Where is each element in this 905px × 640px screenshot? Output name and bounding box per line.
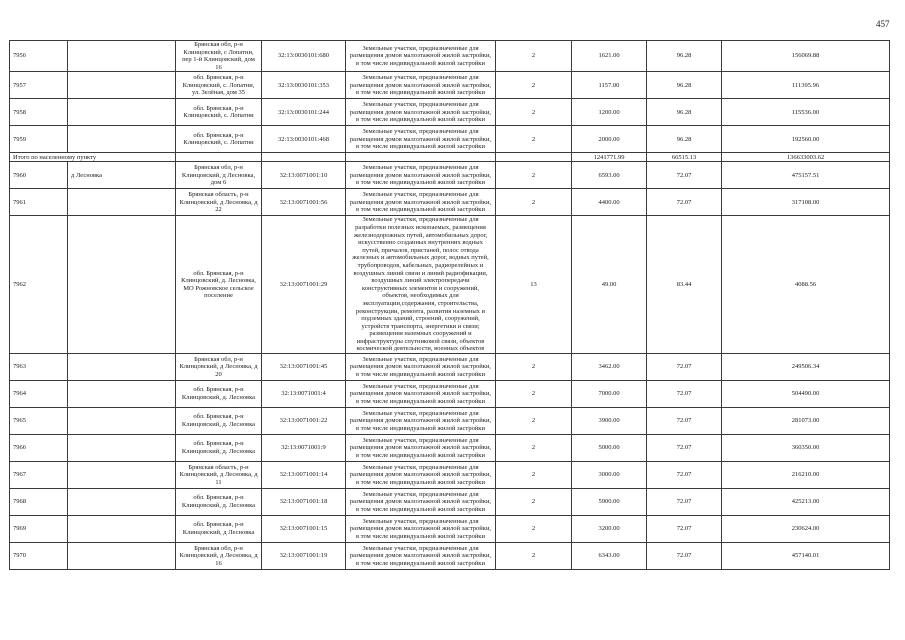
- rate-cell: 96.28: [647, 126, 722, 153]
- area-cell: 3000.00: [572, 462, 647, 489]
- cadastral-value-cell: 281073.00: [722, 408, 890, 435]
- rate-cell: 72.07: [647, 408, 722, 435]
- rate-cell: 96.28: [647, 72, 722, 99]
- area-cell: 3200.00: [572, 516, 647, 543]
- address-cell: обл. Брянская, р-н Клинцовский, д. Лесновка, МО Рожновское сельское поселение: [176, 216, 262, 354]
- table-row: [10, 99, 890, 126]
- table-row: [10, 72, 890, 99]
- area-cell: 3900.00: [572, 408, 647, 435]
- address-cell: обл. Брянская, р-н Клинцовский, с. Лопатни: [176, 126, 262, 153]
- cadastral-number-cell: 32:13:0071001:29: [262, 216, 346, 354]
- table-row: [10, 189, 890, 216]
- register-rows-group-big: [10, 216, 890, 354]
- category-code-cell: 2: [496, 72, 572, 99]
- empty-cell: [68, 72, 176, 99]
- cadastral-value-cell: 475157.51: [722, 162, 890, 189]
- cadastral-value-cell: 230624.00: [722, 516, 890, 543]
- land-use-cell: Земельные участки, предназначенные для размещения домов малоэтажной жилой застройки, в том числе индивидуальной жилой застройки: [346, 435, 496, 462]
- empty-cell: [68, 189, 176, 216]
- category-code-cell: 2: [496, 462, 572, 489]
- category-code-cell: 2: [496, 516, 572, 543]
- empty-cell: [68, 543, 176, 570]
- table-row: [10, 408, 890, 435]
- area-cell: 5900.00: [572, 489, 647, 516]
- empty-cell: [68, 381, 176, 408]
- rate-cell: 72.07: [647, 189, 722, 216]
- land-use-cell: Земельные участки, предназначенные для размещения домов малоэтажной жилой застройки, в том числе индивидуальной жилой застройки: [346, 516, 496, 543]
- address-cell: Брянская обл, р-н Клинцовский, д Лесновка, д 20: [176, 354, 262, 381]
- address-cell: обл. Брянская, р-н Клинцовский, д. Лесновка: [176, 381, 262, 408]
- category-code-cell: 2: [496, 543, 572, 570]
- total-value: 136633003.62: [722, 153, 890, 162]
- row-number: 7960: [10, 162, 68, 189]
- area-cell: 7000.00: [572, 381, 647, 408]
- row-number: 7958: [10, 99, 68, 126]
- empty-cell: [68, 99, 176, 126]
- address-cell: обл. Брянская, р-н Клинцовский, д. Лесновка: [176, 435, 262, 462]
- table-row: [10, 162, 890, 189]
- cadastral-number-cell: 32:13:0071001:4: [262, 381, 346, 408]
- area-cell: 49.00: [572, 216, 647, 354]
- category-code-cell: 2: [496, 162, 572, 189]
- area-cell: 1200.00: [572, 99, 647, 126]
- land-use-cell: Земельные участки, предназначенные для размещения домов малоэтажной жилой застройки, в том числе индивидуальной жилой застройки: [346, 72, 496, 99]
- register-rows-group-c: [10, 354, 890, 570]
- total-row: [10, 153, 890, 162]
- area-cell: 3462.00: [572, 354, 647, 381]
- row-number: 7968: [10, 489, 68, 516]
- cadastral-number-cell: 32:13:0071001:14: [262, 462, 346, 489]
- row-number: 7966: [10, 435, 68, 462]
- land-use-cell: Земельные участки, предназначенные для размещения домов малоэтажной жилой застройки, в том числе индивидуальной жилой застройки: [346, 381, 496, 408]
- area-cell: 4400.00: [572, 189, 647, 216]
- land-use-cell: Земельные участки, предназначенные для размещения домов малоэтажной жилой застройки, в том числе индивидуальной жилой застройки: [346, 162, 496, 189]
- cadastral-number-cell: 32:13:0071001:19: [262, 543, 346, 570]
- empty-cell: [68, 435, 176, 462]
- rate-cell: 72.07: [647, 516, 722, 543]
- category-code-cell: 2: [496, 381, 572, 408]
- cadastral-value-cell: 249506.34: [722, 354, 890, 381]
- empty-cell: [68, 216, 176, 354]
- empty-cell: [68, 41, 176, 72]
- page-number: 457: [876, 19, 890, 29]
- category-code-cell: 2: [496, 189, 572, 216]
- cadastral-value-cell: 360350.00: [722, 435, 890, 462]
- empty-cell: [68, 516, 176, 543]
- cadastral-number-cell: 32:13:0071001:10: [262, 162, 346, 189]
- cadastral-value-cell: 457140.01: [722, 543, 890, 570]
- row-number: 7961: [10, 189, 68, 216]
- table-row: [10, 41, 890, 72]
- cadastral-number-cell: 32:13:0030101:353: [262, 72, 346, 99]
- category-code-cell: 2: [496, 435, 572, 462]
- rate-cell: 83.44: [647, 216, 722, 354]
- locality-name: д Лесновка: [68, 162, 176, 189]
- address-cell: обл. Брянская, р-н Клинцовский, с. Лопатни: [176, 99, 262, 126]
- cadastral-number-cell: 32:13:0030101:468: [262, 126, 346, 153]
- address-cell: Брянская обл, р-н Клинцовский, д Лесновка, д 16: [176, 543, 262, 570]
- table-row: [10, 543, 890, 570]
- cadastral-value-cell: 115536.00: [722, 99, 890, 126]
- rate-cell: 72.07: [647, 354, 722, 381]
- rate-cell: 72.07: [647, 462, 722, 489]
- address-cell: обл. Брянская, р-н Клинцовский, д Лесновка: [176, 516, 262, 543]
- table-row: [10, 126, 890, 153]
- land-use-cell: Земельные участки, предназначенные для размещения домов малоэтажной жилой застройки, в том числе индивидуальной жилой застройки: [346, 41, 496, 72]
- row-number: 7956: [10, 41, 68, 72]
- table-row: [10, 435, 890, 462]
- address-cell: обл. Брянская, р-н Клинцовский, с. Лопатни, ул. Зелёная, дом 35: [176, 72, 262, 99]
- empty-cell: [68, 408, 176, 435]
- rate-cell: 72.07: [647, 435, 722, 462]
- category-code-cell: 2: [496, 408, 572, 435]
- land-use-cell: Земельные участки, предназначенные для размещения домов малоэтажной жилой застройки, в том числе индивидуальной жилой застройки: [346, 189, 496, 216]
- cadastral-number-cell: 32:13:0071001:18: [262, 489, 346, 516]
- address-cell: Брянская область, р-н Клинцовский, д Лесновка, д 22: [176, 189, 262, 216]
- address-cell: обл. Брянская, р-н Клинцовский, д. Лесновка: [176, 489, 262, 516]
- address-cell: Брянская обл, р-н Клинцовский, д Лесновка, дом 6: [176, 162, 262, 189]
- rate-cell: 96.28: [647, 99, 722, 126]
- locality-total-group: [10, 153, 890, 162]
- row-number: 7970: [10, 543, 68, 570]
- row-number: 7959: [10, 126, 68, 153]
- row-number: 7965: [10, 408, 68, 435]
- total-label: Итого по населенному пункту: [10, 153, 176, 162]
- cadastral-value-cell: 216210.00: [722, 462, 890, 489]
- category-code-cell: 2: [496, 126, 572, 153]
- row-number: 7962: [10, 216, 68, 354]
- rate-cell: 72.07: [647, 543, 722, 570]
- empty-cell: [68, 126, 176, 153]
- row-number: 7967: [10, 462, 68, 489]
- land-use-cell: Земельные участки, предназначенные для разработки полезных ископаемых, размещения железнодорожных путей, автомобильных дорог, искусственно созданных внутренних водных путей, причалов, пристаней, полос отвода железных и автомобильных дорог, водных путей, трубопроводов, кабельных, радиорелейных и воздушных линий связи и линий радиофикации, воздушных линий электропередачи конструктивных элементов и сооружений, объектов, необходимых для эксплуатации,содержания, строительства, реконструкции, ремонта, развития наземных и подземных зданий, строений, сооружений, устройств транспорта, энергетики и связи; размещения наземных сооружений и инфраструктуры спутниковой связи, объектов космической деятельности, военных объектов: [346, 216, 496, 354]
- address-cell: Брянская область, р-н Клинцовский, д Лесновка, д 11: [176, 462, 262, 489]
- cadastral-value-cell: 192560.00: [722, 126, 890, 153]
- row-number: 7969: [10, 516, 68, 543]
- cadastral-number-cell: 32:13:0030101:680: [262, 41, 346, 72]
- rate-cell: 96.28: [647, 41, 722, 72]
- category-code-cell: 2: [496, 354, 572, 381]
- land-use-cell: Земельные участки, предназначенные для размещения домов малоэтажной жилой застройки, в том числе индивидуальной жилой застройки: [346, 99, 496, 126]
- area-cell: 6593.00: [572, 162, 647, 189]
- category-code-cell: 2: [496, 41, 572, 72]
- land-use-cell: Земельные участки, предназначенные для размещения домов малоэтажной жилой застройки, в том числе индивидуальной жилой застройки: [346, 408, 496, 435]
- rate-cell: 72.07: [647, 381, 722, 408]
- area-cell: 6343.00: [572, 543, 647, 570]
- cadastral-number-cell: 32:13:0071001:9: [262, 435, 346, 462]
- table-row: [10, 354, 890, 381]
- cadastral-value-cell: 111395.96: [722, 72, 890, 99]
- cadastral-value-cell: 425213.00: [722, 489, 890, 516]
- address-cell: обл. Брянская, р-н Клинцовский, д. Лесновка: [176, 408, 262, 435]
- rate-cell: 72.07: [647, 162, 722, 189]
- land-use-cell: Земельные участки, предназначенные для размещения домов малоэтажной жилой застройки, в том числе индивидуальной жилой застройки: [346, 489, 496, 516]
- row-number: 7963: [10, 354, 68, 381]
- cadastral-number-cell: 32:13:0071001:22: [262, 408, 346, 435]
- table-row: [10, 381, 890, 408]
- register-rows-group-b: [10, 162, 890, 216]
- rate-cell: 72.07: [647, 489, 722, 516]
- category-code-cell: 2: [496, 99, 572, 126]
- empty-cell: [68, 462, 176, 489]
- cadastral-number-cell: 32:13:0030101:244: [262, 99, 346, 126]
- table-row: [10, 216, 890, 354]
- total-rate: 66515.13: [647, 153, 722, 162]
- cadastral-number-cell: 32:13:0071001:56: [262, 189, 346, 216]
- table-row: [10, 516, 890, 543]
- address-cell: Брянская обл, р-н Клинцовский, с Лопатни, пер 1-й Клинцовский, дом 16: [176, 41, 262, 72]
- land-use-cell: Земельные участки, предназначенные для размещения домов малоэтажной жилой застройки, в том числе индивидуальной жилой застройки: [346, 126, 496, 153]
- cadastral-value-cell: 504490.00: [722, 381, 890, 408]
- total-area: 1241771.99: [572, 153, 647, 162]
- area-cell: 5000.00: [572, 435, 647, 462]
- category-code-cell: 2: [496, 489, 572, 516]
- register-rows-group-a: [10, 41, 890, 153]
- land-use-cell: Земельные участки, предназначенные для размещения домов малоэтажной жилой застройки, в том числе индивидуальной жилой застройки: [346, 543, 496, 570]
- area-cell: 1157.00: [572, 72, 647, 99]
- table-row: [10, 462, 890, 489]
- cadastral-number-cell: 32:13:0071001:45: [262, 354, 346, 381]
- empty-cell: [68, 354, 176, 381]
- land-use-cell: Земельные участки, предназначенные для размещения домов малоэтажной жилой застройки, в том числе индивидуальной жилой застройки: [346, 462, 496, 489]
- cadastral-number-cell: 32:13:0071001:15: [262, 516, 346, 543]
- area-cell: 1621.00: [572, 41, 647, 72]
- table-row: [10, 489, 890, 516]
- cadastral-value-cell: 156069.88: [722, 41, 890, 72]
- row-number: 7964: [10, 381, 68, 408]
- cadastral-register-table: [9, 40, 890, 570]
- cadastral-value-cell: 4088.56: [722, 216, 890, 354]
- row-number: 7957: [10, 72, 68, 99]
- cadastral-value-cell: 317108.00: [722, 189, 890, 216]
- area-cell: 2000.00: [572, 126, 647, 153]
- empty-cell: [68, 489, 176, 516]
- category-code-cell: 13: [496, 216, 572, 354]
- land-use-cell: Земельные участки, предназначенные для размещения домов малоэтажной жилой застройки, в том числе индивидуальной жилой застройки: [346, 354, 496, 381]
